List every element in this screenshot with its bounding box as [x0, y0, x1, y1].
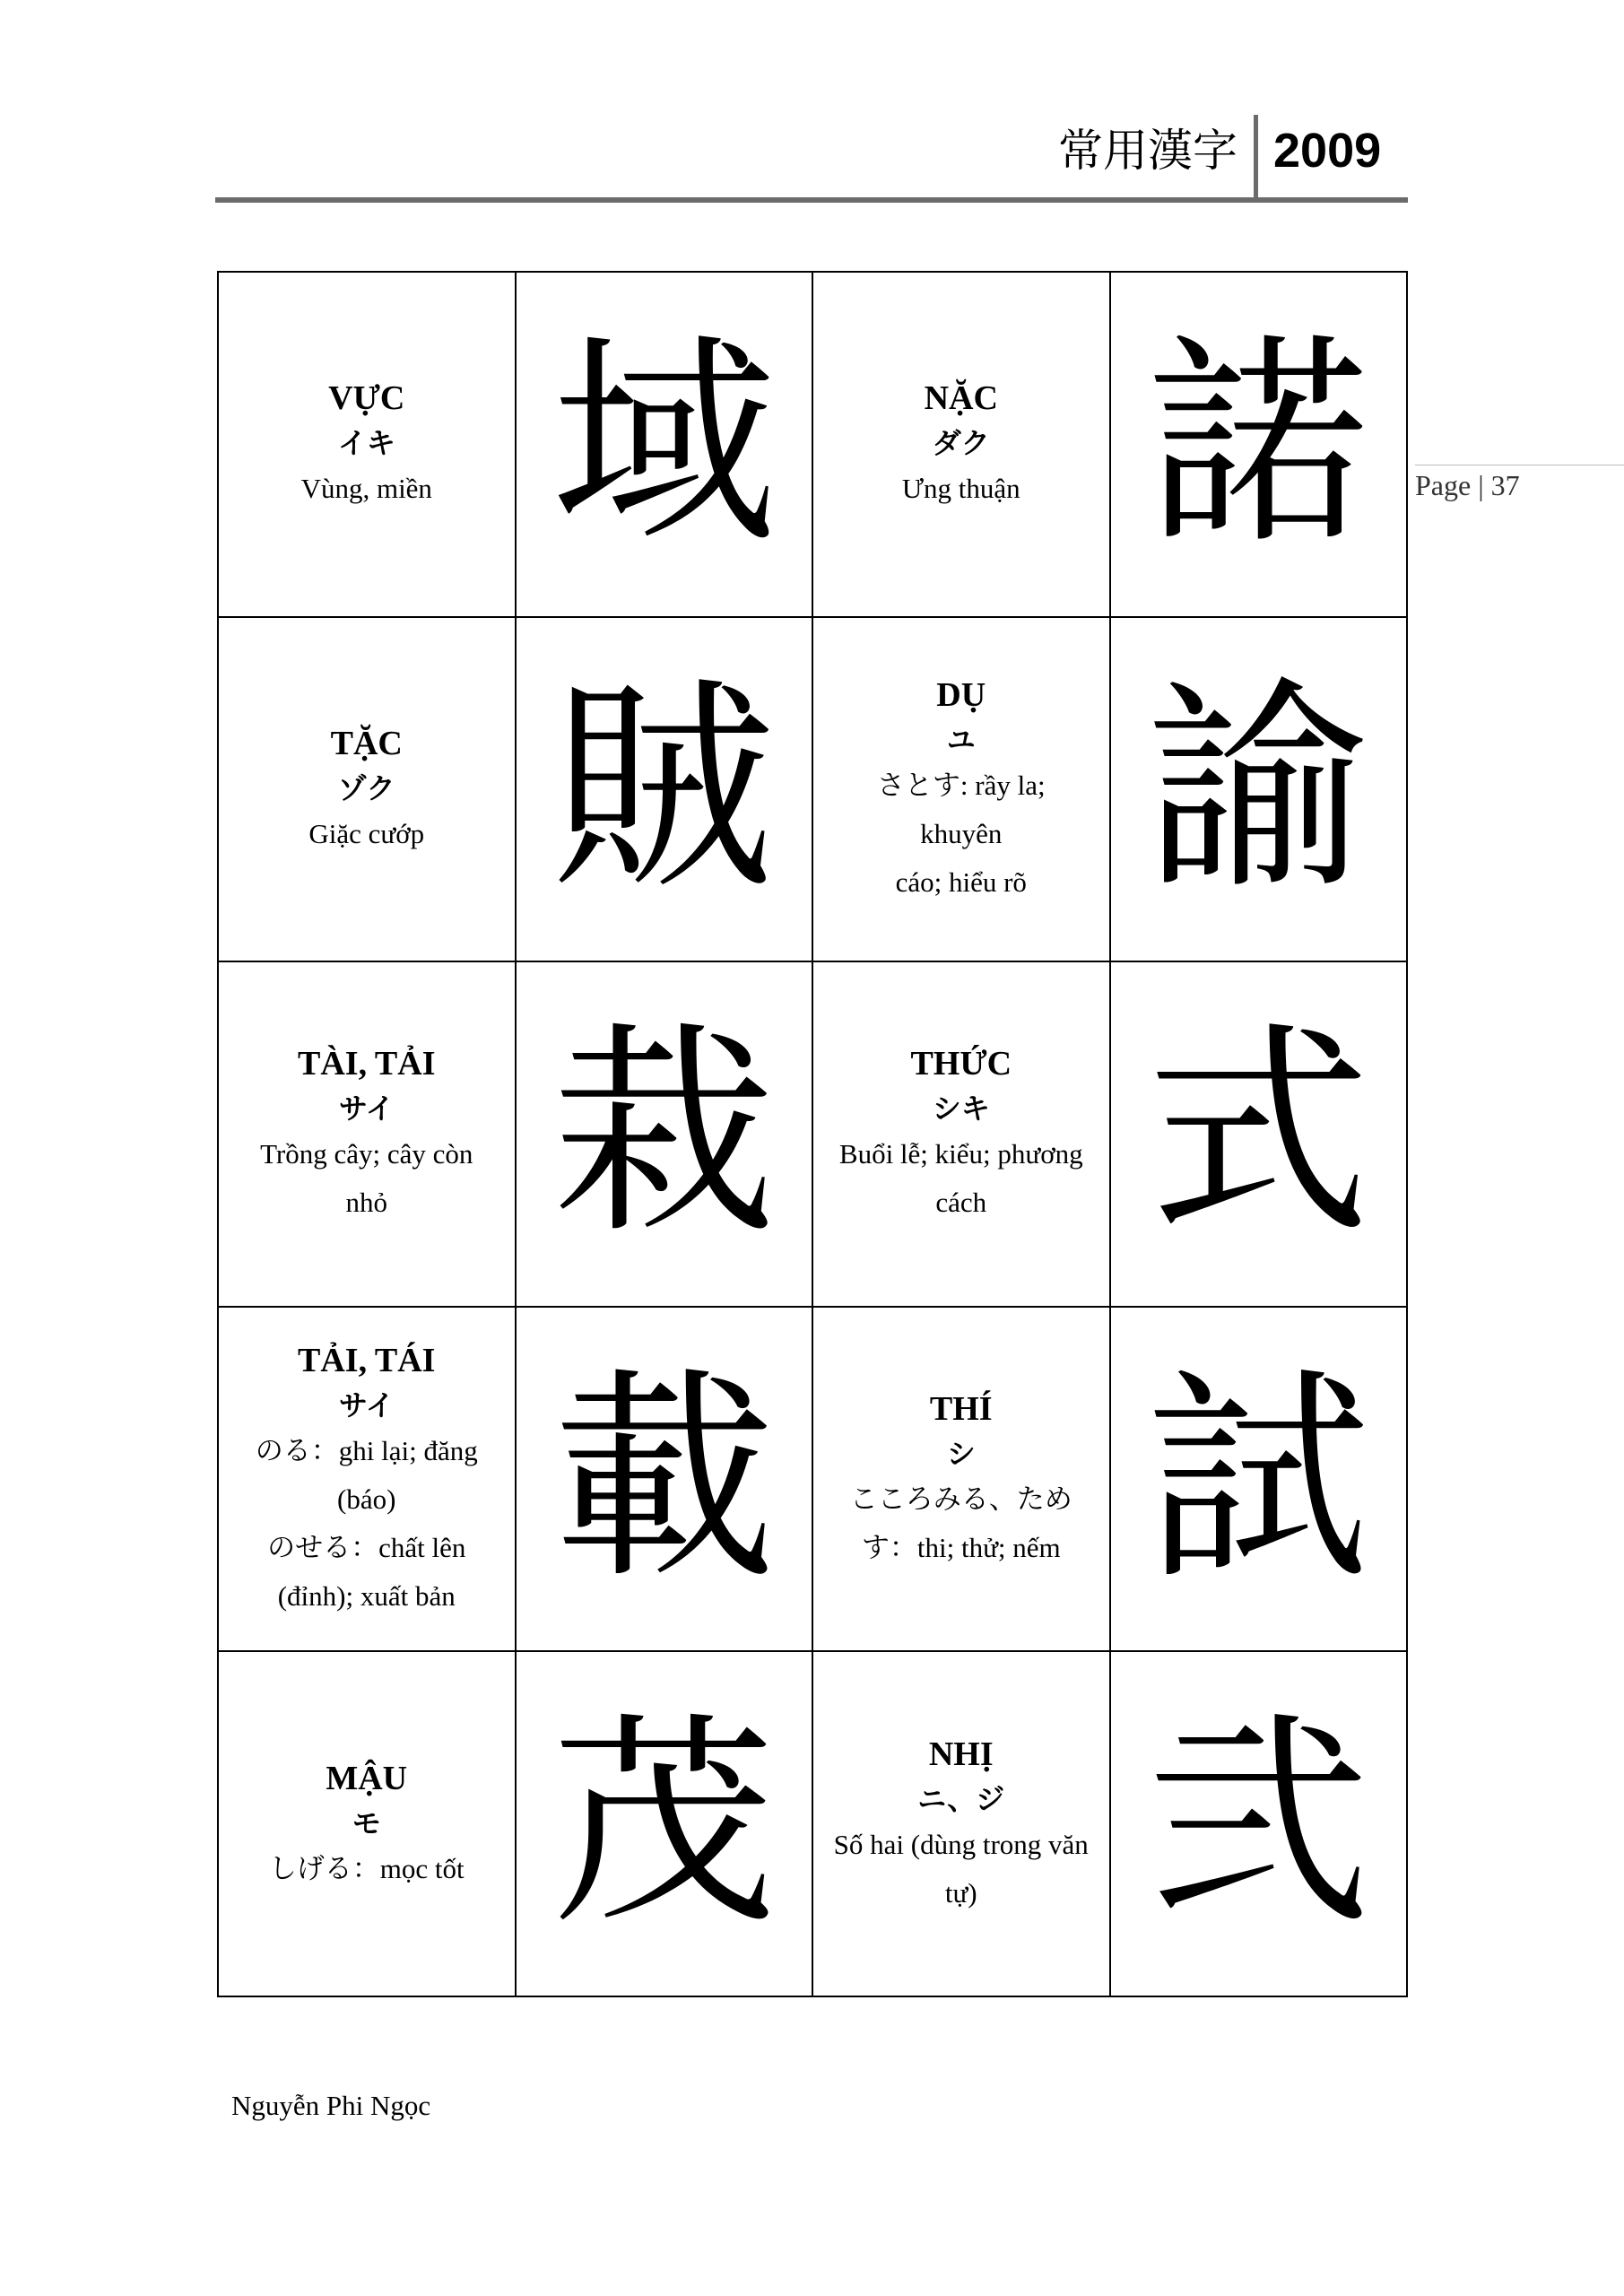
on-reading: ユ: [946, 722, 976, 757]
kanji-cell: [1111, 273, 1409, 618]
kanji-character: 域: [551, 313, 777, 575]
on-reading: サイ: [338, 1091, 395, 1126]
han-viet-reading: TÀI, TẢI: [298, 1045, 436, 1083]
meaning-line: Giặc cướp: [308, 817, 425, 849]
kanji-character: 式: [1146, 1003, 1371, 1265]
on-reading: ニ、ジ: [917, 1781, 1005, 1816]
kanji-cell: [1111, 1308, 1409, 1653]
author-name: Nguyễn Phi Ngọc: [231, 2090, 431, 2121]
kanji-cell: [517, 1308, 814, 1653]
han-viet-reading: VỰC: [328, 379, 405, 418]
han-viet-reading: NHỊ: [928, 1735, 994, 1773]
meaning-line: のる：ghi lại; đăng: [255, 1435, 478, 1467]
card-info-cell: [219, 1652, 517, 1997]
card-info: [882, 375, 1040, 513]
card-info: [820, 1040, 1103, 1227]
on-reading: シ: [946, 1437, 976, 1472]
header-rule: [215, 197, 1408, 203]
kanji-cell: [517, 618, 814, 963]
kanji-cell: [1111, 962, 1409, 1308]
card-info-cell: [813, 273, 1111, 618]
kanji-cell: [517, 273, 814, 618]
meaning-line: さとす: rầy la; khuyên: [876, 769, 1046, 849]
meaning-line: Vùng, miền: [300, 473, 432, 505]
kanji-character: 茂: [551, 1692, 777, 1954]
han-viet-reading: TẢI, TÁI: [298, 1342, 436, 1380]
kanji-cell: [1111, 1652, 1409, 1997]
han-viet-reading: DỤ: [936, 675, 986, 714]
meaning-line: tự): [944, 1876, 977, 1909]
on-reading: モ: [352, 1805, 381, 1840]
page-number: Page | 37: [1415, 465, 1624, 502]
on-reading: サイ: [338, 1388, 395, 1423]
card-info-cell: [813, 618, 1111, 963]
kanji-character: 諾: [1146, 313, 1371, 575]
card-info-cell: [219, 962, 517, 1308]
card-info-cell: [813, 1308, 1111, 1653]
meaning-line: nhỏ: [345, 1187, 387, 1219]
kanji-cell: [1111, 618, 1409, 963]
kanji-character: 栽: [551, 1003, 777, 1265]
meaning-line: こころみる、ため: [849, 1483, 1073, 1516]
han-viet-reading: MẬU: [326, 1759, 408, 1797]
meaning-line: cách: [935, 1187, 987, 1219]
card-info: [830, 1386, 1092, 1572]
on-reading: シキ: [932, 1091, 990, 1126]
card-info: [814, 1731, 1108, 1918]
card-info: [289, 720, 444, 858]
header-separator: [1254, 115, 1258, 197]
page-header: [215, 115, 1408, 204]
kanji-character: 試: [1146, 1348, 1371, 1610]
card-info: [249, 1755, 484, 1893]
header-title: 常用漢字: [1058, 125, 1238, 177]
card-info-cell: [813, 1652, 1111, 1997]
card-info-cell: [219, 1308, 517, 1653]
kanji-character: 諭: [1146, 657, 1371, 919]
han-viet-reading: TẶC: [330, 724, 403, 762]
on-reading: ゾク: [337, 770, 395, 805]
kanji-cell: [517, 962, 814, 1308]
meaning-line: しげる：mọc tốt: [268, 1852, 465, 1884]
card-info-cell: [219, 273, 517, 618]
header-year: 2009: [1273, 124, 1382, 178]
han-viet-reading: THỨC: [910, 1045, 1012, 1083]
kanji-character: 弐: [1146, 1692, 1371, 1954]
kanji-character: 載: [551, 1348, 777, 1610]
kanji-character: 賊: [551, 657, 777, 919]
meaning-line: cáo; hiểu rõ: [895, 865, 1027, 898]
on-reading: イキ: [337, 426, 395, 461]
card-info-cell: [813, 962, 1111, 1308]
card-info: [282, 375, 452, 513]
meaning-line: Ưng thuận: [901, 473, 1020, 505]
meaning-line: (đỉnh); xuất bản: [277, 1580, 456, 1613]
card-info: [236, 1337, 498, 1621]
kanji-card-grid: [217, 271, 1408, 1997]
on-reading: ダク: [932, 426, 990, 461]
card-info: [240, 1040, 492, 1227]
meaning-line: Buổi lễ; kiểu; phương: [838, 1138, 1083, 1170]
card-info-cell: [219, 618, 517, 963]
han-viet-reading: THÍ: [929, 1390, 993, 1429]
meaning-line: す：thi; thử; nếm: [861, 1532, 1061, 1564]
meaning-line: のせる：chất lên: [267, 1532, 466, 1564]
meaning-line: Số hai (dùng trong văn: [833, 1828, 1089, 1860]
meaning-line: Trồng cây; cây còn: [260, 1138, 473, 1170]
han-viet-reading: NẶC: [924, 379, 998, 418]
kanji-cell: [517, 1652, 814, 1997]
card-info: [813, 672, 1109, 907]
meaning-line: (báo): [337, 1483, 396, 1516]
